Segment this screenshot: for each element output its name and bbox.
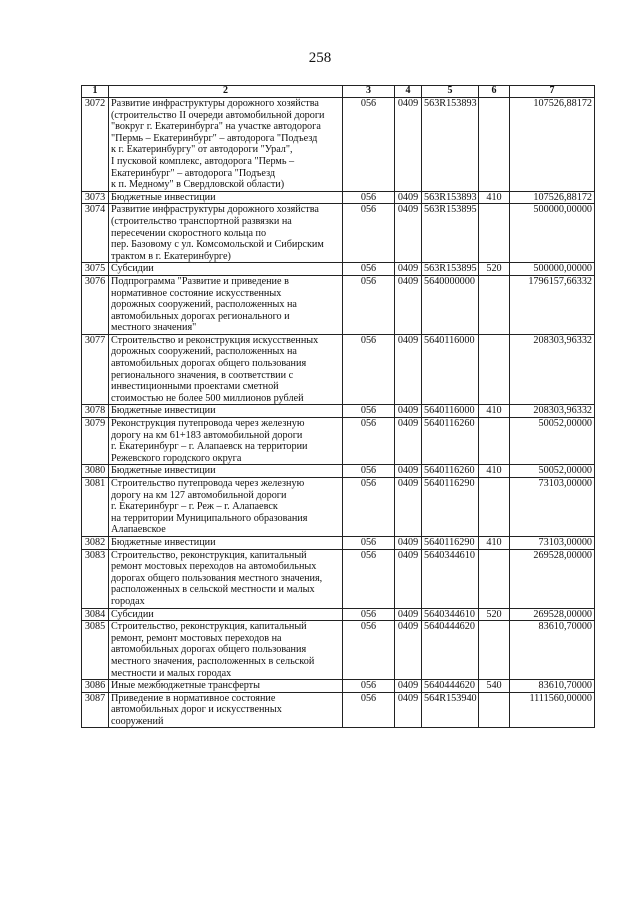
row-target-code: 5640444620: [422, 680, 479, 693]
row-amount: 107526,88172: [510, 191, 595, 204]
row-target-code: 5640116260: [422, 465, 479, 478]
table-row: [82, 692, 595, 728]
row-ministry-code: 056: [343, 608, 395, 621]
row-number: 3077: [82, 334, 109, 405]
row-name: Подпрограмма "Развитие и приведение в нормативное состояние искусственных дорожных сооружений, расположенных на автомобильных дорогах регионального и местного значения": [109, 275, 343, 334]
row-target-code: 563R153893: [422, 191, 479, 204]
table-row: [82, 621, 595, 680]
row-name: Строительство путепровода через железную дорогу на км 127 автомобильной дороги г. Екатеринбург – г. Реж – г. Алапаевск на территории Муниципального образования Алапаевское: [109, 478, 343, 537]
table-row: [82, 275, 595, 334]
row-amount: 1111560,00000: [510, 692, 595, 728]
row-name: Строительство и реконструкция искусственных дорожных сооружений, расположенных на автомобильных дорогах общего пользования регионального значения, в соответствии с инвестиционными проектами сметной стоимостью не более 500 миллионов рублей: [109, 334, 343, 405]
table-row: [82, 608, 595, 621]
row-name: Бюджетные инвестиции: [109, 536, 343, 549]
row-target-code: 5640000000: [422, 275, 479, 334]
table-row: [82, 405, 595, 418]
row-amount: 50052,00000: [510, 418, 595, 465]
row-ministry-code: 056: [343, 191, 395, 204]
row-section-code: 0409: [395, 608, 422, 621]
row-name: Бюджетные инвестиции: [109, 465, 343, 478]
row-number: 3078: [82, 405, 109, 418]
row-expense-type: [479, 98, 510, 192]
row-ministry-code: 056: [343, 621, 395, 680]
row-expense-type: 410: [479, 405, 510, 418]
row-ministry-code: 056: [343, 549, 395, 608]
row-ministry-code: 056: [343, 405, 395, 418]
table-row: [82, 478, 595, 537]
row-target-code: 5640344610: [422, 549, 479, 608]
row-number: 3076: [82, 275, 109, 334]
row-number: 3086: [82, 680, 109, 693]
row-expense-type: [479, 621, 510, 680]
header-col-7: 7: [510, 86, 595, 98]
row-expense-type: [479, 204, 510, 263]
table-row: [82, 191, 595, 204]
row-section-code: 0409: [395, 405, 422, 418]
row-amount: 107526,88172: [510, 98, 595, 192]
row-ministry-code: 056: [343, 204, 395, 263]
row-name: Субсидии: [109, 263, 343, 276]
row-name: Бюджетные инвестиции: [109, 405, 343, 418]
row-target-code: 5640116290: [422, 536, 479, 549]
row-amount: 269528,00000: [510, 608, 595, 621]
row-target-code: 5640116000: [422, 334, 479, 405]
header-col-4: 4: [395, 86, 422, 98]
row-section-code: 0409: [395, 334, 422, 405]
row-number: 3075: [82, 263, 109, 276]
row-number: 3082: [82, 536, 109, 549]
row-target-code: 563R153893: [422, 98, 479, 192]
row-name: Иные межбюджетные трансферты: [109, 680, 343, 693]
row-ministry-code: 056: [343, 263, 395, 276]
row-target-code: 5640444620: [422, 621, 479, 680]
row-section-code: 0409: [395, 536, 422, 549]
row-name: Реконструкция путепровода через железную дорогу на км 61+183 автомобильной дороги г. Екатеринбург – г. Алапаевск на территории Режевского городского округа: [109, 418, 343, 465]
row-ministry-code: 056: [343, 692, 395, 728]
row-expense-type: 540: [479, 680, 510, 693]
row-target-code: 5640116000: [422, 405, 479, 418]
row-section-code: 0409: [395, 204, 422, 263]
row-name: Бюджетные инвестиции: [109, 191, 343, 204]
row-target-code: 5640344610: [422, 608, 479, 621]
row-ministry-code: 056: [343, 418, 395, 465]
row-name: Развитие инфраструктуры дорожного хозяйства (строительство транспортной развязки на пересечении скоростного кольца по пер. Базовому с ул. Комсомольской и Сибирским трактом в г. Екатеринбурге): [109, 204, 343, 263]
header-col-1: 1: [82, 86, 109, 98]
row-section-code: 0409: [395, 98, 422, 192]
row-target-code: 563R153895: [422, 204, 479, 263]
row-expense-type: [479, 334, 510, 405]
row-number: 3087: [82, 692, 109, 728]
row-expense-type: 520: [479, 263, 510, 276]
row-expense-type: [479, 478, 510, 537]
row-section-code: 0409: [395, 418, 422, 465]
row-expense-type: [479, 418, 510, 465]
row-amount: 83610,70000: [510, 621, 595, 680]
row-section-code: 0409: [395, 263, 422, 276]
header-row: [82, 86, 595, 98]
row-name: Строительство, реконструкция, капитальный ремонт мостовых переходов на автомобильных дорогах общего пользования местного значения, расположенных в сельской местности и малых городах: [109, 549, 343, 608]
row-section-code: 0409: [395, 680, 422, 693]
table-row: [82, 536, 595, 549]
row-number: 3080: [82, 465, 109, 478]
row-target-code: 564R153940: [422, 692, 479, 728]
row-amount: 500000,00000: [510, 263, 595, 276]
row-name: Приведение в нормативное состояние автомобильных дорог и искусственных сооружений: [109, 692, 343, 728]
row-expense-type: [479, 275, 510, 334]
table-row: [82, 418, 595, 465]
row-amount: 50052,00000: [510, 465, 595, 478]
row-ministry-code: 056: [343, 536, 395, 549]
row-ministry-code: 056: [343, 98, 395, 192]
row-section-code: 0409: [395, 621, 422, 680]
row-number: 3085: [82, 621, 109, 680]
row-expense-type: 410: [479, 465, 510, 478]
row-amount: 500000,00000: [510, 204, 595, 263]
row-section-code: 0409: [395, 275, 422, 334]
table-row: [82, 98, 595, 192]
row-name: Субсидии: [109, 608, 343, 621]
row-amount: 269528,00000: [510, 549, 595, 608]
row-ministry-code: 056: [343, 334, 395, 405]
row-amount: 208303,96332: [510, 405, 595, 418]
row-ministry-code: 056: [343, 275, 395, 334]
row-section-code: 0409: [395, 465, 422, 478]
row-section-code: 0409: [395, 549, 422, 608]
row-target-code: 563R153895: [422, 263, 479, 276]
page-number: 258: [308, 50, 332, 66]
table-row: [82, 680, 595, 693]
row-expense-type: 410: [479, 191, 510, 204]
header-col-5: 5: [422, 86, 479, 98]
row-target-code: 5640116260: [422, 418, 479, 465]
row-ministry-code: 056: [343, 478, 395, 537]
row-expense-type: 410: [479, 536, 510, 549]
header-col-2: 2: [109, 86, 343, 98]
row-number: 3079: [82, 418, 109, 465]
row-expense-type: [479, 692, 510, 728]
budget-table: [81, 85, 595, 728]
row-number: 3081: [82, 478, 109, 537]
row-target-code: 5640116290: [422, 478, 479, 537]
table-row: [82, 263, 595, 276]
row-amount: 208303,96332: [510, 334, 595, 405]
row-ministry-code: 056: [343, 465, 395, 478]
row-amount: 83610,70000: [510, 680, 595, 693]
row-amount: 73103,00000: [510, 478, 595, 537]
row-section-code: 0409: [395, 191, 422, 204]
row-number: 3083: [82, 549, 109, 608]
header-col-3: 3: [343, 86, 395, 98]
row-name: Строительство, реконструкция, капитальный ремонт, ремонт мостовых переходов на автомобильных дорогах общего пользования местного значения, расположенных в сельской местности и малых городах: [109, 621, 343, 680]
row-number: 3074: [82, 204, 109, 263]
row-name: Развитие инфраструктуры дорожного хозяйства (строительство II очереди автомобильной дороги "вокруг г. Екатеринбурга" на участке автодорога "Пермь – Екатеринбург" – автодорога "Подъезд к г. Екатеринбургу" от автодороги "Урал", I пусковой комплекс, автодорога "Пермь – Екатеринбург" – автодорога "Подъезд к п. Медному" в Свердловской области): [109, 98, 343, 192]
table-row: [82, 334, 595, 405]
table-row: [82, 204, 595, 263]
row-number: 3073: [82, 191, 109, 204]
header-col-6: 6: [479, 86, 510, 98]
table-row: [82, 465, 595, 478]
table-row: [82, 549, 595, 608]
row-section-code: 0409: [395, 478, 422, 537]
row-number: 3072: [82, 98, 109, 192]
row-section-code: 0409: [395, 692, 422, 728]
row-expense-type: 520: [479, 608, 510, 621]
row-amount: 1796157,66332: [510, 275, 595, 334]
row-number: 3084: [82, 608, 109, 621]
row-amount: 73103,00000: [510, 536, 595, 549]
row-expense-type: [479, 549, 510, 608]
row-ministry-code: 056: [343, 680, 395, 693]
